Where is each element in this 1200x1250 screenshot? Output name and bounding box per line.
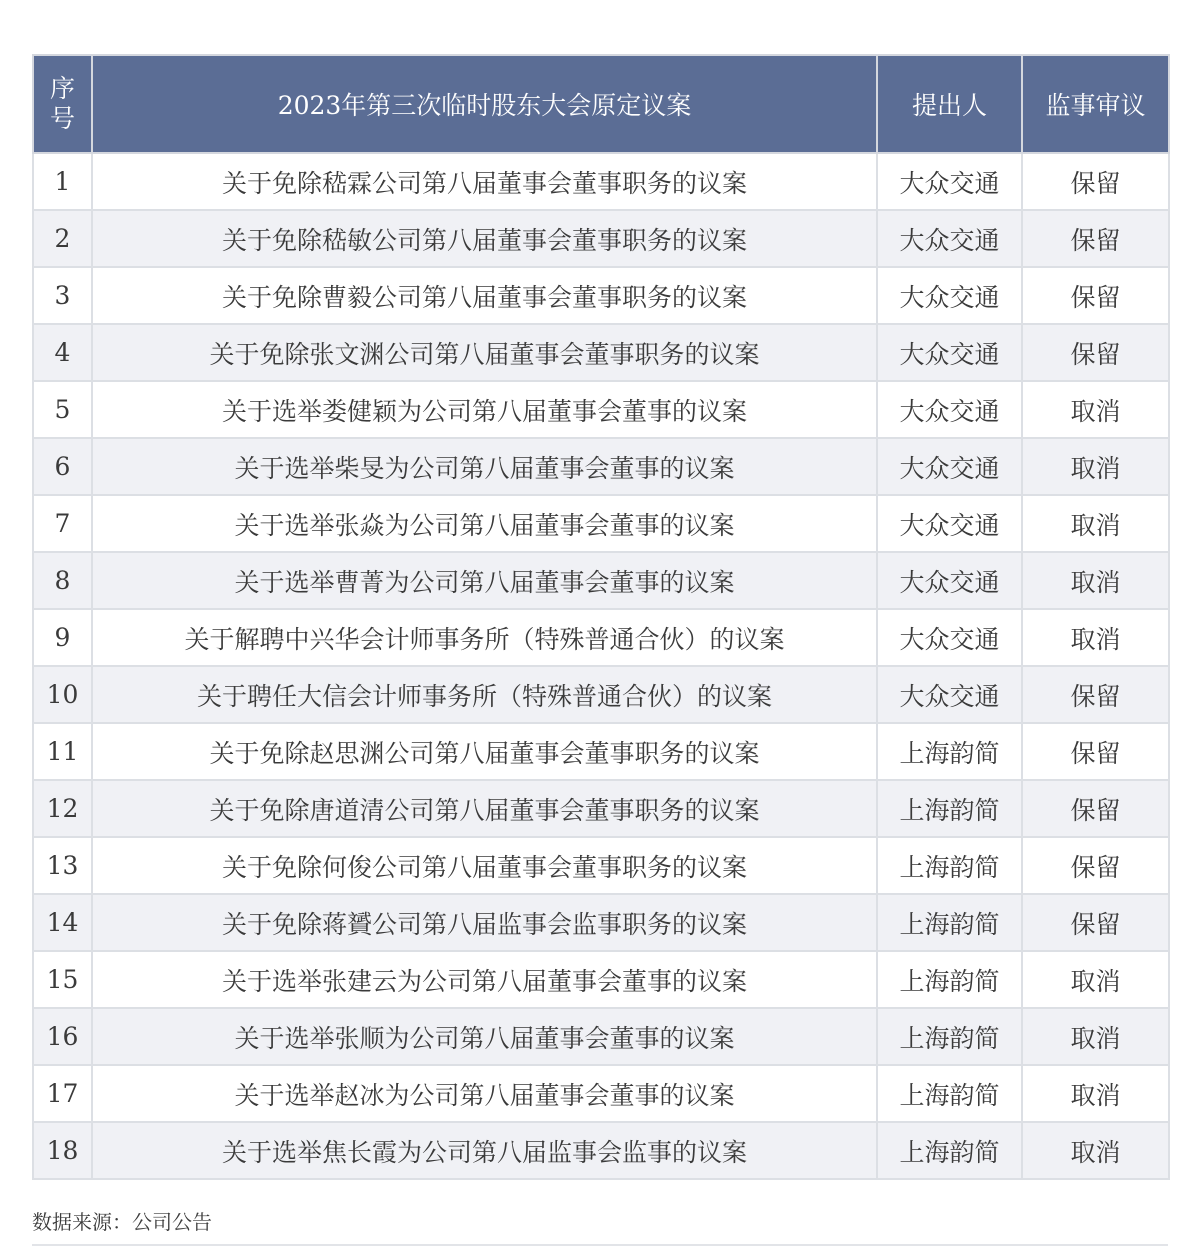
cell-title: 关于免除何俊公司第八届董事会董事职务的议案	[92, 837, 877, 894]
cell-proposer: 大众交通	[877, 495, 1022, 552]
proposal-table-container	[32, 54, 1168, 1180]
cell-title: 关于选举曹菁为公司第八届董事会董事的议案	[92, 552, 877, 609]
cell-index: 14	[33, 894, 92, 951]
cell-review: 保留	[1022, 723, 1169, 780]
cell-proposer: 大众交通	[877, 609, 1022, 666]
header-proposer: 提出人	[877, 55, 1022, 153]
table-row	[33, 495, 1169, 552]
table-row	[33, 837, 1169, 894]
table-row	[33, 894, 1169, 951]
cell-index: 6	[33, 438, 92, 495]
cell-index: 4	[33, 324, 92, 381]
cell-proposer: 大众交通	[877, 666, 1022, 723]
cell-proposer: 大众交通	[877, 324, 1022, 381]
cell-index: 17	[33, 1065, 92, 1122]
cell-index: 11	[33, 723, 92, 780]
cell-proposer: 大众交通	[877, 438, 1022, 495]
source-note: 数据来源：公司公告	[32, 1210, 212, 1234]
cell-title: 关于免除唐道清公司第八届董事会董事职务的议案	[92, 780, 877, 837]
table-row	[33, 552, 1169, 609]
cell-proposer: 上海韵简	[877, 1122, 1022, 1179]
table-row	[33, 153, 1169, 210]
cell-review: 保留	[1022, 666, 1169, 723]
bottom-divider	[32, 1244, 1168, 1246]
cell-review: 取消	[1022, 438, 1169, 495]
cell-review: 保留	[1022, 267, 1169, 324]
cell-proposer: 上海韵简	[877, 894, 1022, 951]
table-row	[33, 210, 1169, 267]
cell-title: 关于选举赵冰为公司第八届董事会董事的议案	[92, 1065, 877, 1122]
cell-title: 关于免除嵇霖公司第八届董事会董事职务的议案	[92, 153, 877, 210]
cell-review: 保留	[1022, 153, 1169, 210]
cell-review: 取消	[1022, 951, 1169, 1008]
cell-index: 7	[33, 495, 92, 552]
cell-review: 取消	[1022, 1065, 1169, 1122]
cell-proposer: 大众交通	[877, 153, 1022, 210]
cell-title: 关于解聘中兴华会计师事务所（特殊普通合伙）的议案	[92, 609, 877, 666]
cell-review: 取消	[1022, 381, 1169, 438]
cell-index: 9	[33, 609, 92, 666]
header-review: 监事审议	[1022, 55, 1169, 153]
table-row	[33, 1122, 1169, 1179]
table-header-row	[33, 55, 1169, 153]
cell-proposer: 上海韵简	[877, 951, 1022, 1008]
cell-index: 8	[33, 552, 92, 609]
cell-title: 关于选举柴旻为公司第八届董事会董事的议案	[92, 438, 877, 495]
cell-index: 18	[33, 1122, 92, 1179]
cell-review: 取消	[1022, 552, 1169, 609]
cell-review: 保留	[1022, 894, 1169, 951]
proposal-table	[32, 54, 1170, 1180]
cell-title: 关于免除曹毅公司第八届董事会董事职务的议案	[92, 267, 877, 324]
cell-index: 5	[33, 381, 92, 438]
table-row	[33, 951, 1169, 1008]
cell-proposer: 上海韵简	[877, 1008, 1022, 1065]
cell-title: 关于免除蒋贇公司第八届监事会监事职务的议案	[92, 894, 877, 951]
cell-proposer: 大众交通	[877, 552, 1022, 609]
cell-index: 15	[33, 951, 92, 1008]
cell-title: 关于免除赵思渊公司第八届董事会董事职务的议案	[92, 723, 877, 780]
cell-title: 关于选举张顺为公司第八届董事会董事的议案	[92, 1008, 877, 1065]
table-row	[33, 381, 1169, 438]
cell-review: 保留	[1022, 780, 1169, 837]
cell-review: 取消	[1022, 1122, 1169, 1179]
cell-index: 12	[33, 780, 92, 837]
table-row	[33, 324, 1169, 381]
cell-proposer: 上海韵简	[877, 1065, 1022, 1122]
cell-review: 保留	[1022, 210, 1169, 267]
cell-proposer: 大众交通	[877, 267, 1022, 324]
cell-proposer: 上海韵简	[877, 780, 1022, 837]
cell-proposer: 上海韵简	[877, 837, 1022, 894]
table-body	[33, 153, 1169, 1179]
cell-title: 关于免除嵇敏公司第八届董事会董事职务的议案	[92, 210, 877, 267]
table-row	[33, 780, 1169, 837]
table-row	[33, 1065, 1169, 1122]
cell-review: 取消	[1022, 495, 1169, 552]
cell-review: 保留	[1022, 837, 1169, 894]
cell-index: 2	[33, 210, 92, 267]
cell-title: 关于选举张焱为公司第八届董事会董事的议案	[92, 495, 877, 552]
table-row	[33, 438, 1169, 495]
cell-title: 关于选举焦长霞为公司第八届监事会监事的议案	[92, 1122, 877, 1179]
table-row	[33, 666, 1169, 723]
cell-index: 1	[33, 153, 92, 210]
cell-title: 关于免除张文渊公司第八届董事会董事职务的议案	[92, 324, 877, 381]
cell-review: 取消	[1022, 1008, 1169, 1065]
cell-title: 关于选举张建云为公司第八届董事会董事的议案	[92, 951, 877, 1008]
cell-review: 取消	[1022, 609, 1169, 666]
cell-proposer: 大众交通	[877, 381, 1022, 438]
table-row	[33, 267, 1169, 324]
cell-index: 3	[33, 267, 92, 324]
table-row	[33, 1008, 1169, 1065]
cell-index: 16	[33, 1008, 92, 1065]
cell-proposer: 上海韵简	[877, 723, 1022, 780]
table-row	[33, 723, 1169, 780]
header-index: 序号	[33, 55, 92, 153]
cell-index: 10	[33, 666, 92, 723]
cell-title: 关于聘任大信会计师事务所（特殊普通合伙）的议案	[92, 666, 877, 723]
cell-review: 保留	[1022, 324, 1169, 381]
cell-title: 关于选举娄健颖为公司第八届董事会董事的议案	[92, 381, 877, 438]
cell-proposer: 大众交通	[877, 210, 1022, 267]
table-row	[33, 609, 1169, 666]
cell-index: 13	[33, 837, 92, 894]
header-title: 2023年第三次临时股东大会原定议案	[92, 55, 877, 153]
